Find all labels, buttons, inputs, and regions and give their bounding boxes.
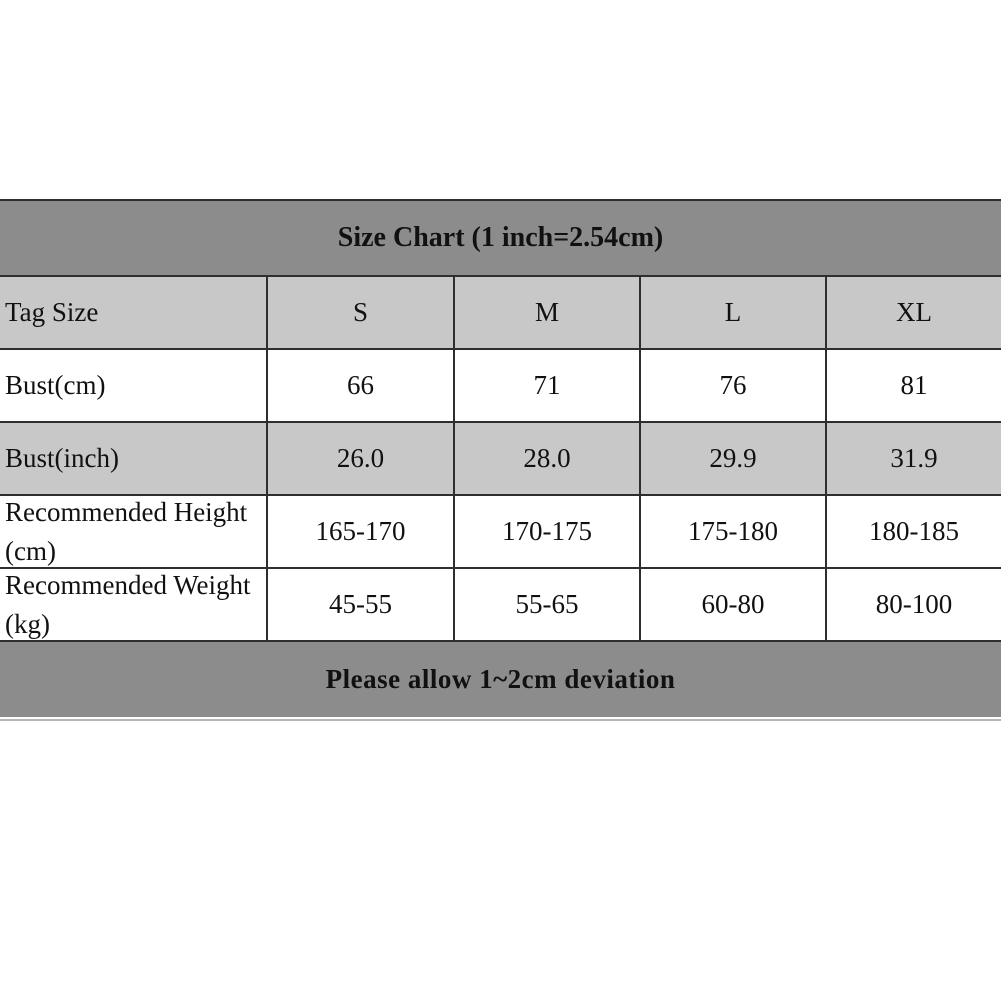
bust-cm-l: 76: [641, 350, 825, 421]
header-size-l: L: [641, 277, 825, 348]
bust-cm-s: 66: [268, 350, 453, 421]
weight-l: 60-80: [641, 569, 825, 640]
weight-xl: 80-100: [827, 569, 1001, 640]
row-label-height: Recommended Height (cm): [0, 496, 266, 567]
weight-s: 45-55: [268, 569, 453, 640]
bust-inch-l: 29.9: [641, 423, 825, 494]
height-m: 170-175: [455, 496, 639, 567]
height-xl: 180-185: [827, 496, 1001, 567]
bust-cm-m: 71: [455, 350, 639, 421]
deviation-note: Please allow 1~2cm deviation: [0, 642, 1001, 717]
height-s: 165-170: [268, 496, 453, 567]
row-label-bust-inch: Bust(inch): [0, 423, 266, 494]
height-l: 175-180: [641, 496, 825, 567]
bust-inch-xl: 31.9: [827, 423, 1001, 494]
weight-m: 55-65: [455, 569, 639, 640]
bust-inch-s: 26.0: [268, 423, 453, 494]
row-label-bust-cm: Bust(cm): [0, 350, 266, 421]
row-label-weight: Recommended Weight (kg): [0, 569, 266, 640]
bottom-divider: [0, 719, 1001, 721]
header-tag-size-label: Tag Size: [0, 277, 266, 348]
header-size-m: M: [455, 277, 639, 348]
bust-inch-m: 28.0: [455, 423, 639, 494]
bust-cm-xl: 81: [827, 350, 1001, 421]
header-size-s: S: [268, 277, 453, 348]
header-size-xl: XL: [827, 277, 1001, 348]
size-chart-table: [0, 199, 1001, 717]
table-title: Size Chart (1 inch=2.54cm): [0, 201, 1001, 275]
